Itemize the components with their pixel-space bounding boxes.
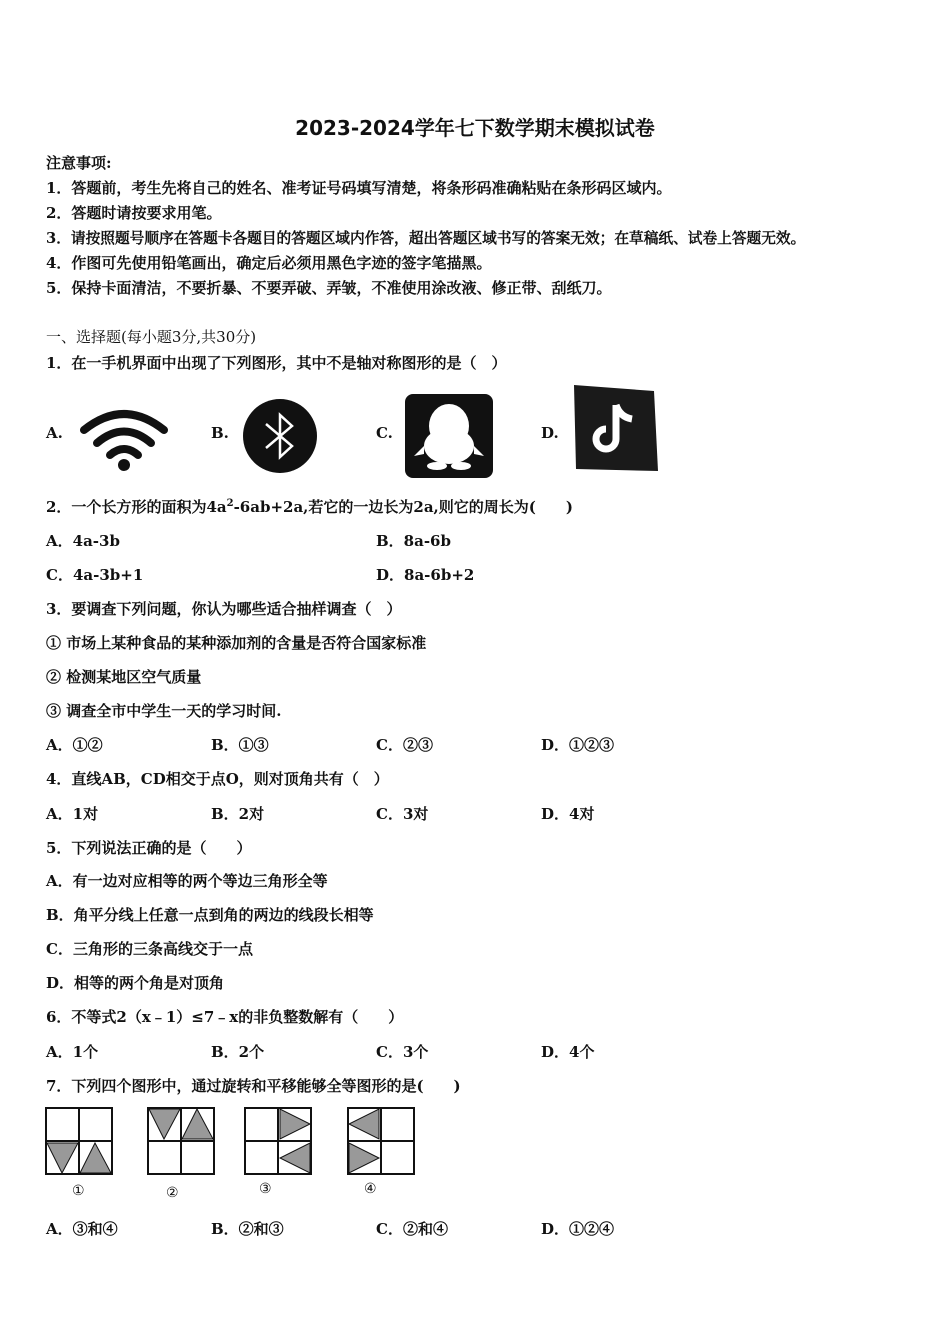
- q6-option-b: B．2个: [211, 1043, 265, 1061]
- q1-label-a: A.: [46, 424, 63, 442]
- q4-option-d: D．4对: [541, 805, 595, 823]
- q7-option-b: B．②和③: [211, 1220, 284, 1238]
- question-2-stem: 2．一个长方形的面积为$4a^2-6ab+2a$,若它的一边长为2a,则它的周长为( ): [46, 498, 573, 516]
- notice-heading: 注意事项:: [46, 154, 112, 172]
- question-1-stem: 1．在一手机界面中出现了下列图形，其中不是轴对称图形的是（ ）: [46, 354, 507, 372]
- q3-item: ③ 调查全市中学生一天的学习时间.: [46, 702, 282, 720]
- q7-figure-3: [244, 1107, 312, 1175]
- q3-item: ② 检测某地区空气质量: [46, 668, 202, 686]
- q5-option-b: B．角平分线上任意一点到角的两边的线段长相等: [46, 906, 374, 924]
- q2-option-d: D．8a-6b+2: [376, 566, 475, 584]
- notice-item: 2．答题时请按要求用笔。: [46, 204, 222, 222]
- notice-item: 4．作图可先使用铅笔画出，确定后必须用黑色字迹的签字笔描黑。: [46, 254, 492, 272]
- bluetooth-icon: [242, 398, 318, 474]
- q7-option-d: D．①②④: [541, 1220, 615, 1238]
- qq-penguin-icon: [405, 394, 493, 478]
- notice-item: 3．请按照题号顺序在答题卡各题目的答题区域内作答，超出答题区域书写的答案无效；在草稿纸、试卷上答题无效。: [46, 230, 806, 247]
- tiktok-icon: [570, 383, 660, 473]
- q2-option-b: B．8a-6b: [376, 532, 451, 550]
- question-6-stem: 6．不等式2（x﹣1）≤7﹣x的非负整数解有（ ）: [46, 1008, 404, 1026]
- q3-option-b: B．①③: [211, 736, 269, 754]
- q7-option-a: A．③和④: [46, 1220, 118, 1238]
- q2-option-c: C．4a-3b+1: [46, 566, 144, 584]
- question-4-stem: 4．直线AB，CD相交于点O，则对顶角共有（ ）: [46, 770, 389, 788]
- notice-item: 5．保持卡面清洁，不要折暴、不要弄破、弄皱，不准使用涂改液、修正带、刮纸刀。: [46, 279, 612, 297]
- q7-option-c: C．②和④: [376, 1220, 448, 1238]
- q7-figure-label: ②: [166, 1185, 179, 1201]
- question-7-stem: 7．下列四个图形中，通过旋转和平移能够全等图形的是( ): [46, 1077, 461, 1095]
- q4-option-a: A．1对: [46, 805, 99, 823]
- q6-option-d: D．4个: [541, 1043, 595, 1061]
- q7-figure-1: [45, 1107, 113, 1175]
- wifi-icon: [80, 406, 170, 472]
- q5-option-a: A．有一边对应相等的两个等边三角形全等: [46, 872, 328, 890]
- q5-option-d: D．相等的两个角是对顶角: [46, 974, 225, 992]
- question-5-stem: 5．下列说法正确的是（ ）: [46, 839, 252, 857]
- q3-option-a: A．①②: [46, 736, 103, 754]
- q4-option-b: B．2对: [211, 805, 265, 823]
- q1-label-d: D.: [541, 424, 559, 442]
- q7-figure-4: [347, 1107, 415, 1175]
- q3-option-d: D．①②③: [541, 736, 615, 754]
- q6-option-a: A．1个: [46, 1043, 99, 1061]
- section-heading: 一、选择题(每小题3分,共30分): [46, 328, 257, 346]
- page-title: 2023-2024学年七下数学期末模拟试卷: [295, 116, 655, 140]
- q3-option-c: C．②③: [376, 736, 433, 754]
- q3-item: ① 市场上某种食品的某种添加剂的含量是否符合国家标准: [46, 634, 427, 652]
- question-3-stem: 3．要调查下列问题，你认为哪些适合抽样调查（ ）: [46, 600, 402, 618]
- q5-option-c: C．三角形的三条高线交于一点: [46, 940, 253, 958]
- notice-item: 1．答题前，考生先将自己的姓名、准考证号码填写清楚，将条形码准确粘贴在条形码区域内。: [46, 179, 672, 197]
- q1-label-b: B.: [211, 424, 229, 442]
- q7-figure-2: [147, 1107, 215, 1175]
- q7-figure-label: ①: [72, 1183, 85, 1199]
- q6-option-c: C．3个: [376, 1043, 429, 1061]
- q4-option-c: C．3对: [376, 805, 429, 823]
- q7-figure-label: ④: [364, 1181, 377, 1197]
- q1-label-c: C.: [376, 424, 393, 442]
- q7-figure-label: ③: [259, 1181, 272, 1197]
- q2-option-a: A．4a-3b: [46, 532, 120, 550]
